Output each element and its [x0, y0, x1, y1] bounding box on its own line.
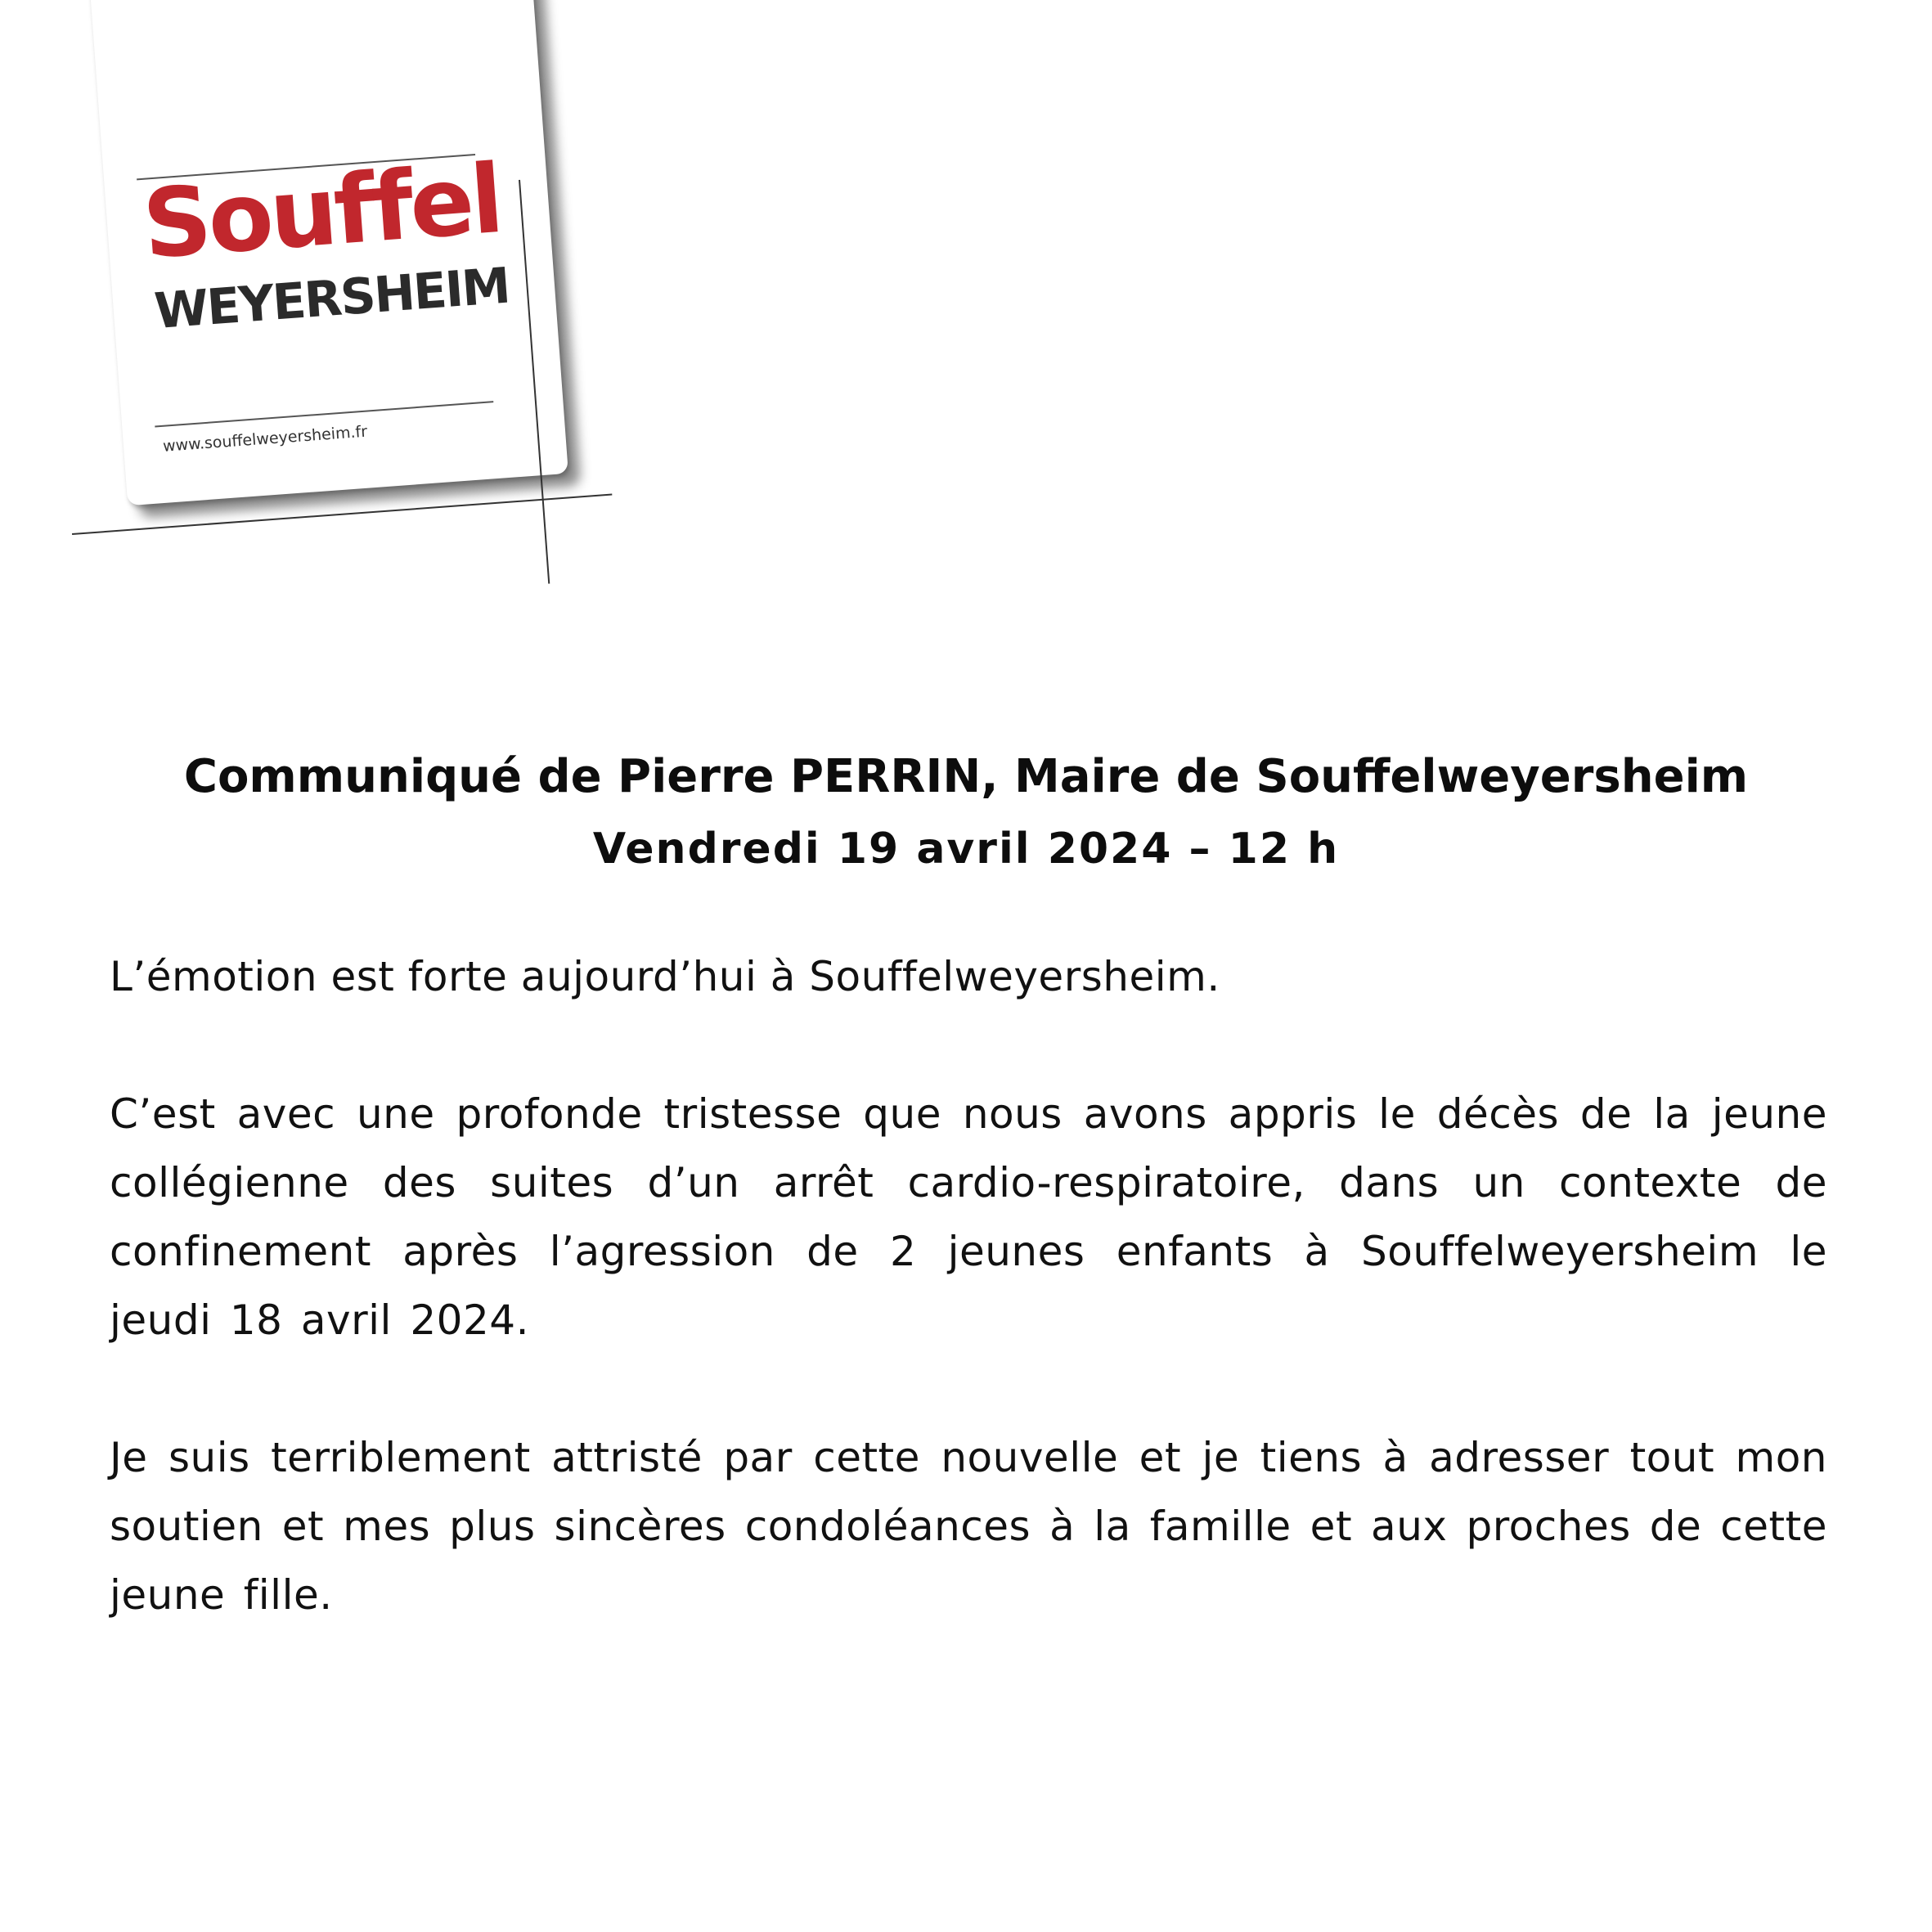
logo-wordmark-souffel: Souffel [139, 144, 505, 281]
page-subtitle-date: Vendredi 19 avril 2024 – 12 h [592, 824, 1340, 874]
logo-divider-bottom [155, 401, 493, 427]
logo [0, 0, 638, 589]
logo-card [88, 0, 568, 505]
page-title: Communiqué de Pierre PERRIN, Maire de Souffelweyersheim [183, 750, 1749, 803]
paragraph-3: Je suis terriblement attristé par cette nouvelle et je tiens à adresser tout mon soutien et mes plus sincères condoléances à la famille et aux proches de cette jeune fille. [110, 1434, 1827, 1619]
logo-wordmark-weyersheim: WEYERSHEIM [152, 257, 511, 341]
logo-website-url: www.souffelweyersheim.fr [162, 422, 368, 456]
paragraph-2: C’est avec une profonde tristesse que nous avons appris le décès de la jeune collégienne des suites d’un arrêt cardio-respiratoire, dans un contexte de confinement après l’agression de 2 jeunes enfants à Souffelweyersheim le jeudi 18 avril 2024. [110, 1090, 1827, 1344]
paragraph-1: L’émotion est forte aujourd’hui à Souffelweyersheim. [110, 953, 1220, 1000]
